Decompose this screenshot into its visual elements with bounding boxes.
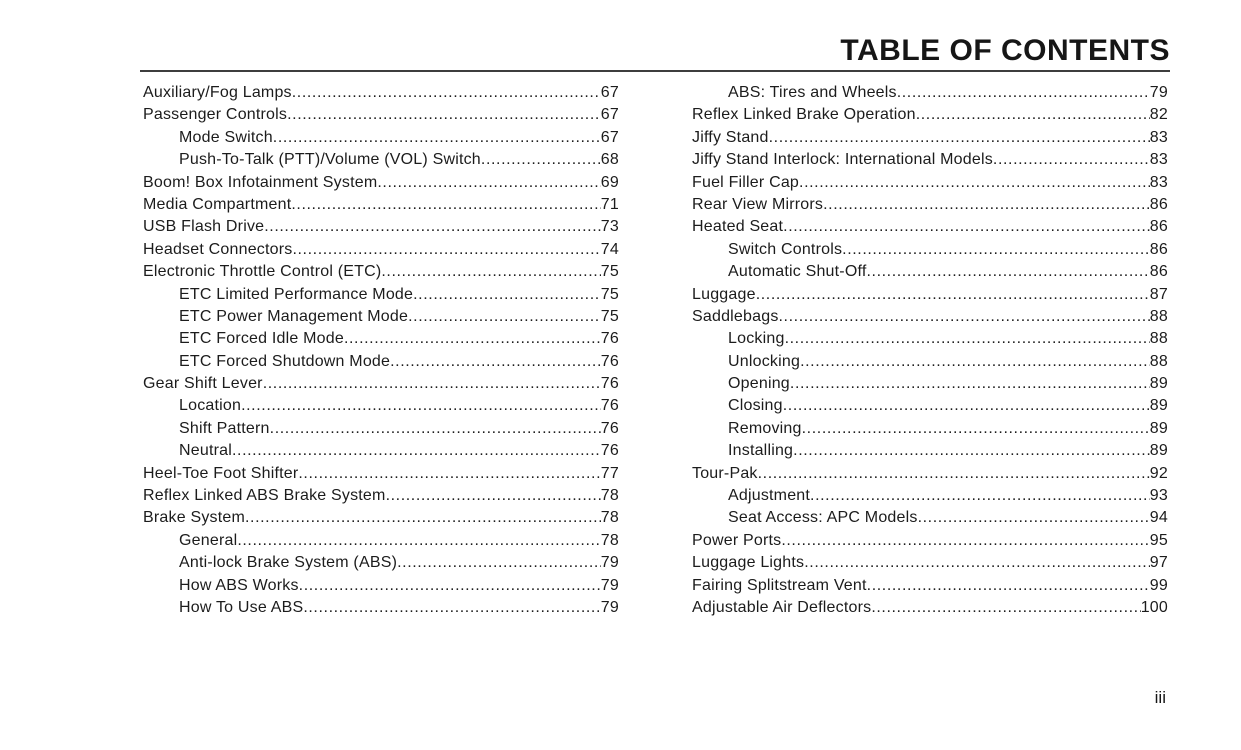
toc-entry	[692, 509, 1168, 531]
dot-leader	[386, 487, 601, 505]
toc-entry-page-number: 78	[600, 531, 619, 549]
toc-entry-page-number: 86	[1149, 195, 1168, 213]
toc-entry-label: Luggage	[692, 285, 756, 303]
toc-entry-page-number: 86	[1149, 263, 1168, 281]
toc-entry-label: Passenger Controls	[143, 106, 288, 124]
toc-entry-label: How ABS Works	[179, 576, 299, 594]
dot-leader	[292, 241, 600, 259]
dot-leader	[781, 532, 1149, 550]
page-header	[140, 0, 1170, 72]
toc-entry-page-number: 100	[1140, 598, 1168, 616]
toc-entry-label: Jiffy Stand Interlock: International Models	[692, 151, 993, 169]
toc-entry-page-number: 76	[600, 442, 619, 460]
toc-entry-page-number: 78	[600, 487, 619, 505]
toc-entry	[143, 196, 619, 218]
toc-entry-page-number: 82	[1149, 106, 1168, 124]
dot-leader	[897, 84, 1150, 102]
toc-entry	[143, 532, 619, 554]
toc-entry	[143, 174, 619, 196]
toc-entry-label: Fairing Splitstream Vent	[692, 576, 867, 594]
toc-entry-label: Adjustable Air Deflectors	[692, 598, 872, 616]
toc-entry	[143, 375, 619, 397]
toc-entry-page-number: 73	[600, 218, 619, 236]
toc-entry-label: Shift Pattern	[179, 419, 270, 437]
toc-entry	[692, 286, 1168, 308]
dot-leader	[245, 509, 601, 527]
dot-leader	[232, 442, 601, 460]
toc-entry-page-number: 83	[1149, 173, 1168, 191]
toc-entry-label: Jiffy Stand	[692, 128, 769, 146]
dot-leader	[799, 174, 1150, 192]
toc-entry-label: Luggage Lights	[692, 554, 805, 572]
toc-entry-page-number: 79	[600, 598, 619, 616]
toc-entry-page-number: 69	[600, 173, 619, 191]
toc-entry-page-number: 83	[1149, 128, 1168, 146]
toc-entry-label: ETC Power Management Mode	[179, 307, 409, 325]
toc-entry-page-number: 75	[600, 263, 619, 281]
dot-leader	[810, 487, 1150, 505]
toc-entry-label: Anti-lock Brake System (ABS)	[179, 554, 398, 572]
toc-entry-label: Unlocking	[728, 352, 801, 370]
toc-entry-label: USB Flash Drive	[143, 218, 265, 236]
toc-entry-label: Reflex Linked Brake Operation	[692, 106, 916, 124]
toc-entry-page-number: 93	[1149, 487, 1168, 505]
toc-entry	[692, 241, 1168, 263]
dot-leader	[381, 263, 600, 281]
dot-leader	[344, 330, 601, 348]
toc-entry	[692, 174, 1168, 196]
dot-leader	[871, 599, 1140, 617]
toc-entry	[143, 218, 619, 240]
toc-entry-label: ABS: Tires and Wheels	[728, 84, 897, 101]
page-title: TABLE OF CONTENTS	[840, 34, 1170, 67]
toc-entry-label: ETC Forced Idle Mode	[179, 330, 344, 348]
toc-entry	[143, 308, 619, 330]
dot-leader	[264, 218, 601, 236]
toc-entry-label: Rear View Mirrors	[692, 195, 824, 213]
dot-leader	[802, 420, 1150, 438]
dot-leader	[842, 241, 1150, 259]
toc-entry-label: Media Compartment	[143, 195, 292, 213]
dot-leader	[390, 353, 601, 371]
toc-entry-page-number: 76	[600, 375, 619, 393]
toc-entry	[692, 308, 1168, 330]
header-rule	[140, 70, 1170, 72]
toc-entry	[143, 353, 619, 375]
toc-entry-page-number: 86	[1149, 240, 1168, 258]
toc-entry-page-number: 78	[600, 509, 619, 527]
toc-entry-page-number: 88	[1149, 330, 1168, 348]
dot-leader	[756, 286, 1150, 304]
toc-entry-label: Heel-Toe Foot Shifter	[143, 464, 299, 482]
dot-leader	[779, 308, 1150, 326]
toc-entry	[143, 241, 619, 263]
dot-leader	[823, 196, 1150, 214]
folio-page-number: iii	[1154, 688, 1166, 707]
dot-leader	[263, 375, 601, 393]
toc-entry-page-number: 89	[1149, 397, 1168, 415]
toc-entry	[692, 532, 1168, 554]
toc-entry	[143, 286, 619, 308]
toc-entry	[143, 397, 619, 419]
toc-entry	[143, 465, 619, 487]
dot-leader	[804, 554, 1150, 572]
toc-entry-page-number: 79	[600, 554, 619, 572]
dot-leader	[303, 599, 600, 617]
dot-leader	[866, 263, 1149, 281]
toc-entry	[692, 263, 1168, 285]
toc-entry	[692, 330, 1168, 352]
toc-entry	[692, 84, 1168, 106]
toc-entry-page-number: 86	[1149, 218, 1168, 236]
toc-entry	[143, 263, 619, 285]
toc-entry	[692, 129, 1168, 151]
toc-entry-page-number: 67	[600, 128, 619, 146]
toc-entry-label: Locking	[728, 330, 785, 348]
toc-entry-label: Adjustment	[728, 487, 811, 505]
toc-entry-label: Auxiliary/Fog Lamps	[143, 84, 292, 101]
toc-entry-label: Power Ports	[692, 531, 782, 549]
toc-entry	[143, 106, 619, 128]
dot-leader	[918, 509, 1150, 527]
toc-entry-page-number: 76	[600, 352, 619, 370]
toc-entry	[692, 196, 1168, 218]
dot-leader	[993, 151, 1150, 169]
toc-entry-page-number: 79	[600, 576, 619, 594]
toc-entry	[692, 465, 1168, 487]
dot-leader	[397, 554, 601, 572]
toc-entry-label: Heated Seat	[692, 218, 784, 236]
toc-entry	[143, 129, 619, 151]
dot-leader	[867, 577, 1150, 595]
dot-leader	[292, 84, 601, 102]
dot-leader	[298, 465, 600, 483]
toc-entry	[143, 577, 619, 599]
dot-leader	[270, 420, 601, 438]
dot-leader	[758, 465, 1150, 483]
toc-entry-page-number: 87	[1149, 285, 1168, 303]
dot-leader	[241, 397, 601, 415]
toc-entry-label: General	[179, 531, 238, 549]
toc-entry	[692, 577, 1168, 599]
toc-entry-page-number: 97	[1149, 554, 1168, 572]
toc-entry-label: Saddlebags	[692, 307, 779, 325]
dot-leader	[481, 151, 601, 169]
toc-entry-label: How To Use ABS	[179, 598, 304, 616]
toc-entry-label: Tour-Pak	[692, 464, 758, 482]
toc-entry	[692, 106, 1168, 128]
toc-entry-page-number: 83	[1149, 151, 1168, 169]
toc-entry	[692, 599, 1168, 621]
dot-leader	[783, 218, 1150, 236]
toc-entry	[143, 84, 619, 106]
toc-entry	[692, 397, 1168, 419]
toc-entry-page-number: 76	[600, 397, 619, 415]
toc-entry-page-number: 75	[600, 285, 619, 303]
toc-entry-label: Gear Shift Lever	[143, 375, 263, 393]
toc-entry-page-number: 67	[600, 84, 619, 101]
toc-entry-label: Opening	[728, 375, 790, 393]
toc-entry	[692, 554, 1168, 576]
toc-entry	[692, 420, 1168, 442]
toc-entry	[692, 487, 1168, 509]
dot-leader	[237, 532, 600, 550]
dot-leader	[291, 196, 600, 214]
toc-entry-label: Reflex Linked ABS Brake System	[143, 487, 386, 505]
dot-leader	[413, 286, 601, 304]
dot-leader	[793, 442, 1150, 460]
toc-entry-label: ETC Forced Shutdown Mode	[179, 352, 391, 370]
dot-leader	[800, 353, 1150, 371]
toc-entry	[143, 420, 619, 442]
dot-leader	[287, 106, 601, 124]
toc-entry-label: Electronic Throttle Control (ETC)	[143, 263, 382, 281]
dot-leader	[408, 308, 601, 326]
toc-entry-label: Brake System	[143, 509, 245, 527]
toc-entry-page-number: 71	[600, 195, 619, 213]
toc-column-right	[692, 84, 1168, 621]
toc-entry-label: Removing	[728, 419, 802, 437]
toc-entry	[692, 375, 1168, 397]
toc-entry-page-number: 74	[600, 240, 619, 258]
toc-entry-page-number: 88	[1149, 307, 1168, 325]
dot-leader	[299, 577, 601, 595]
dot-leader	[273, 129, 601, 147]
toc-entry-label: Neutral	[179, 442, 232, 460]
toc-entry	[692, 218, 1168, 240]
toc-entry	[143, 599, 619, 621]
toc-entry-page-number: 77	[600, 464, 619, 482]
toc-entry-page-number: 94	[1149, 509, 1168, 527]
toc-entry-label: Headset Connectors	[143, 240, 293, 258]
dot-leader	[783, 397, 1150, 415]
toc-entry-label: Mode Switch	[179, 128, 273, 146]
toc-entry-label: Seat Access: APC Models	[728, 509, 918, 527]
toc-entry-page-number: 67	[600, 106, 619, 124]
toc-entry-label: Closing	[728, 397, 783, 415]
toc-entry-page-number: 76	[600, 419, 619, 437]
toc-entry	[143, 554, 619, 576]
toc-entry-label: Location	[179, 397, 242, 415]
toc-column-left	[143, 84, 619, 621]
toc-entry-label: ETC Limited Performance Mode	[179, 285, 414, 303]
dot-leader	[377, 174, 600, 192]
toc-entry	[692, 442, 1168, 464]
toc-entry	[692, 353, 1168, 375]
toc-entry-page-number: 79	[1149, 84, 1168, 101]
toc-entry-label: Installing	[728, 442, 794, 460]
toc-entry-page-number: 95	[1149, 531, 1168, 549]
toc-entry-page-number: 99	[1149, 576, 1168, 594]
dot-leader	[916, 106, 1150, 124]
toc-entry-label: Automatic Shut-Off	[728, 263, 867, 281]
toc-entry	[143, 442, 619, 464]
toc-entry	[692, 151, 1168, 173]
dot-leader	[785, 330, 1150, 348]
dot-leader	[790, 375, 1150, 393]
toc-entry-label: Fuel Filler Cap	[692, 173, 800, 191]
toc-entry	[143, 151, 619, 173]
toc-entry-label: Push-To-Talk (PTT)/Volume (VOL) Switch	[179, 151, 481, 169]
dot-leader	[769, 129, 1150, 147]
toc-entry	[143, 509, 619, 531]
toc-entry-page-number: 89	[1149, 419, 1168, 437]
toc-entry-page-number: 89	[1149, 442, 1168, 460]
toc-entry-page-number: 76	[600, 330, 619, 348]
toc-entry	[143, 330, 619, 352]
toc-entry-page-number: 68	[600, 151, 619, 169]
toc-entry-page-number: 89	[1149, 375, 1168, 393]
toc-entry	[143, 487, 619, 509]
toc-entry-label: Boom! Box Infotainment System	[143, 173, 378, 191]
toc-entry-page-number: 75	[600, 307, 619, 325]
toc-entry-label: Switch Controls	[728, 240, 843, 258]
toc-columns	[143, 84, 1168, 621]
toc-entry-page-number: 88	[1149, 352, 1168, 370]
toc-entry-page-number: 92	[1149, 464, 1168, 482]
